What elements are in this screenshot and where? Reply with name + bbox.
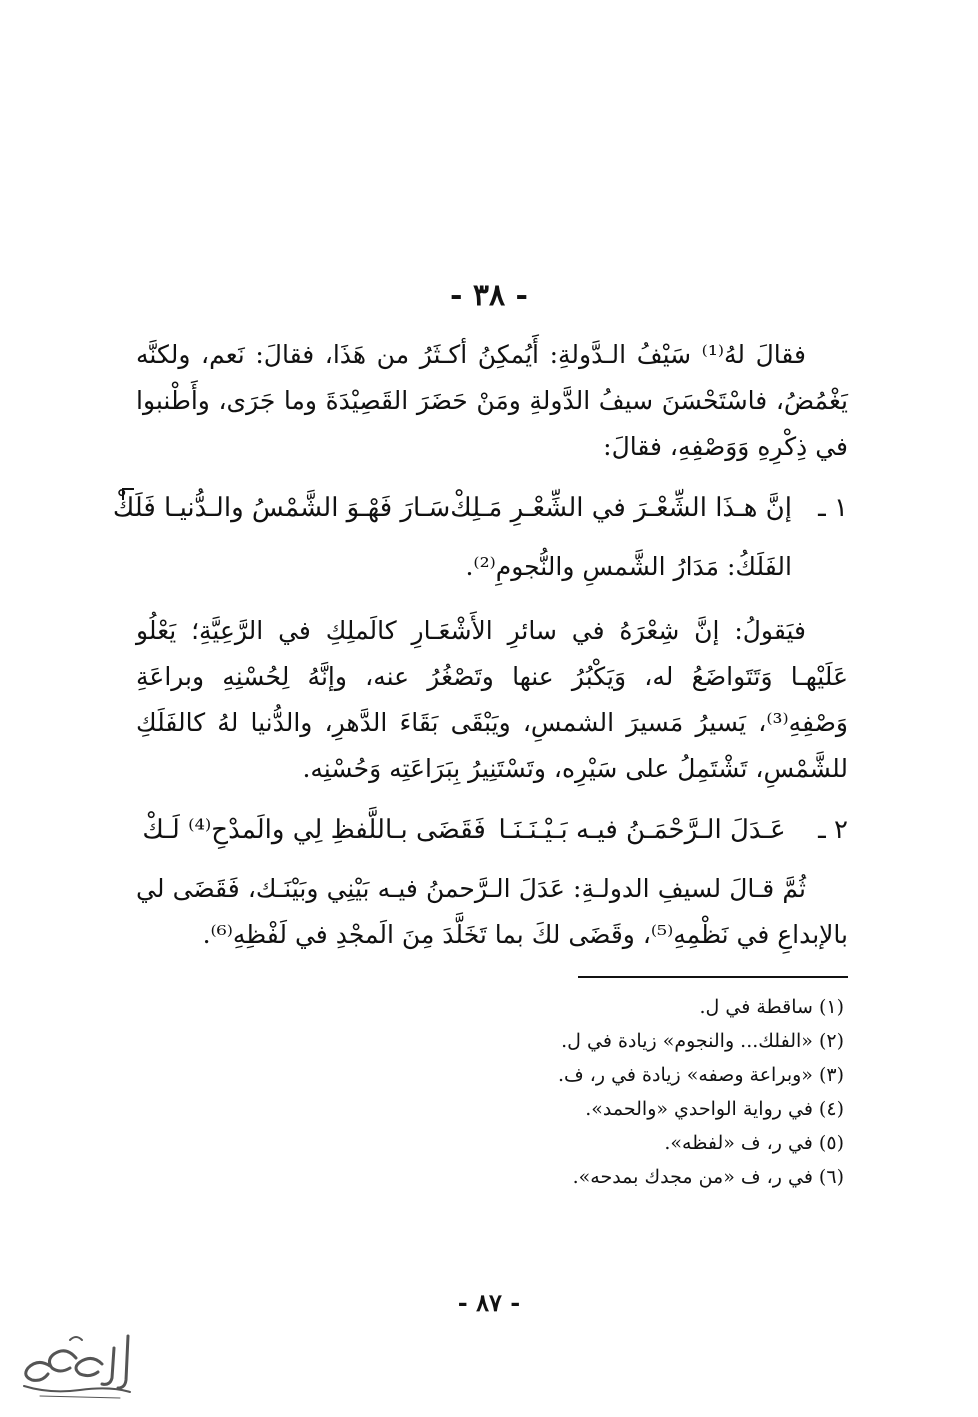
watermark-stroke [26,1362,50,1380]
watermark-stroke [76,1358,102,1375]
watermark-stroke [24,1386,130,1392]
verse-2-second-hemistich: فَقَضَى بـاللَّفظِ لِي والَمدْحِ⁽⁴⁾ لَـكْ [142,815,486,845]
verse-1-first-hemistich: إنَّ هـذَا الشِّعْـرَ في الشِّعْـرِ مَـلِكْ [450,493,792,523]
watermark-stroke [118,1336,128,1388]
page-number-top: - ٣٨ - [449,278,529,313]
footnote-item: (١) ساقطة في ل. [699,996,844,1018]
watermark-stroke [49,1351,76,1371]
gloss-1: الفَلَكُ: مَدَارُ الشَّمسِ والنُّجومِ⁽²⁾. [465,552,792,581]
page-body [112,332,848,1194]
watermark-stroke [102,1348,114,1384]
footnote-item: (٦) في ر، ف «من مجدك بمدحه». [572,1166,844,1188]
verse-2-first-hemistich: عَـدَلَ الـرَّحْمَـنُ فيـه بَـيْـنَـنَـا [498,815,786,845]
watermark-strokes [24,1336,130,1398]
verse-1-number: ١ ـ [818,493,848,523]
verse-2 [136,806,848,854]
verse-2-number: ٢ ـ [818,815,848,845]
page-number-bottom: - ٨٧ - [457,1288,521,1317]
verse-bracket-mark [122,488,134,500]
paragraph-3: ثُمَّ قـالَ لسيفِ الدولـةِ: عَدَلَ الـرَّحمنُ فيـه بَيْنِي وبَيْنَـك، فَقَضَى لي بالإبداعِ في نَظْمِهِ⁽⁵⁾، وقَضَى لكَ بما تَخَلَّدَ مِنَ الَمجْدِ في لَفْظِهِ⁽⁶⁾. [136,874,848,949]
footnote-divider [578,976,848,978]
footnotes-list [136,990,848,1194]
calligraphy-watermark-logo [10,1328,140,1404]
footnote-item: (٢) «الفلك... والنجوم» زيادة في ل. [561,1030,844,1052]
paragraph-1: فقالَ لهُ⁽¹⁾ سَيْفُ الـدَّولةِ: أَيُمكِنُ أكـثَرُ من هَذَا، فقالَ: نَعم، ولكنَّه يَغْمُضُ، فاسْتَحْسَنَ سيفُ الدَّولةِ ومَنْ حَضَرَ القَصِيْدَةَ وما جَرَى، وأَطْنبوا في ذِكْرِهِ وَوَصْفِهِ، فقالَ: [136,340,848,461]
footnote-item: (٥) في ر، ف «لفظه». [664,1132,844,1154]
verse-1 [112,484,848,532]
watermark-stroke [70,1337,82,1340]
watermark-stroke [40,1396,120,1398]
paragraph-2: فيَقولُ: إنَّ شِعْرَهُ في سائرِ الأَشْعَـارِ كالَملِكِ في الرَّعِيَّةِ؛ يَعْلُو عَلَيْهـا وَتَتَواضَعُ له، وَيَكْبُرُ عنها وتَصْغُرُ عنه، وإنَّهُ لِحُسْنِهِ وبراعَةِ وَصْفِهِ⁽³⁾، يَسيرُ مَسيرَ الشمسِ، ويَبْقَى بَقَاءَ الدَّهرِ، والدُّنيا لهُ كالفَلَكِ للشَّمْسِ، تَشْتَمِلُ على سَيْرِه، وتَسْتَنِيرُ بِبَرَاعَتِه وَحُسْنِه. [136,616,848,783]
verse-1-second-hemistich: سَـارَ فَهْـوَ الشَّمْسُ والـدُّنيـا فَلَكْ [112,493,451,523]
footnote-item: (٣) «وبراعة وصفه» زيادة في ر، ف. [557,1064,844,1086]
footnote-item: (٤) في رواية الواحدي «والحمد». [585,1098,844,1120]
